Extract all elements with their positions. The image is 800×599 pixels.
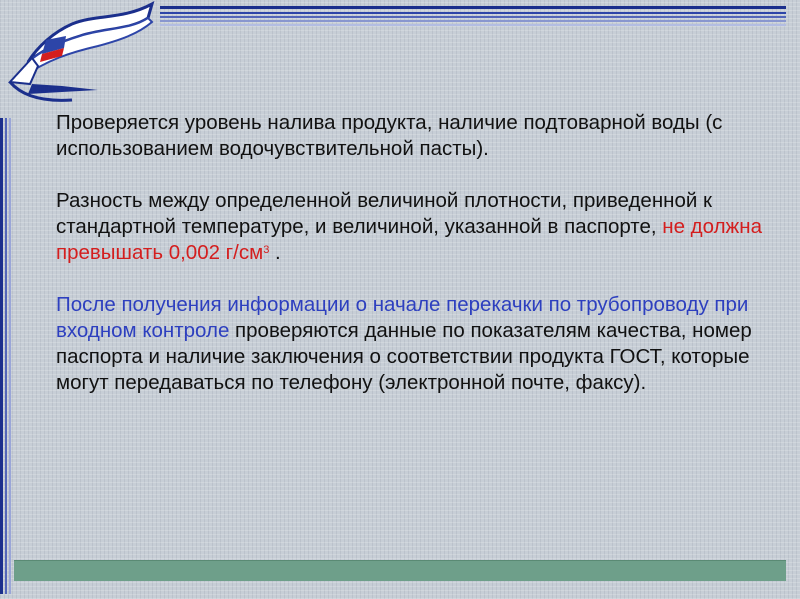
paragraph-input-control: [56, 292, 766, 396]
density-text-start: Разность между определенной величиной плотности, приведенной к стандартной температуре, и величиной, указанной в паспорте,: [56, 189, 712, 238]
input-control-text: проверяются данные по показателям качества, номер паспорта и наличие заключения о соответствии продукта ГОСТ, которые могут передаваться по телефону (электронной почте, факсу).: [56, 319, 752, 394]
density-limit-highlight: не должна превышать 0,002 г/см: [56, 215, 762, 264]
density-limit-superscript: 3: [263, 244, 270, 256]
left-stripes: [0, 118, 14, 594]
density-text-end: .: [269, 241, 281, 264]
bottom-band: [14, 560, 786, 581]
slide-content: [56, 110, 766, 422]
top-stripes: [160, 6, 786, 28]
aircraft-flag-logo-icon: [2, 0, 162, 120]
paragraph-density-difference: [56, 188, 766, 266]
paragraph-level-check-text: Проверяется уровень налива продукта, наличие подтоварной воды (с использованием водочувствительной пасты).: [56, 111, 723, 160]
paragraph-level-check: [56, 110, 766, 162]
input-control-highlight: После получения информации о начале перекачки по трубопроводу при входном контроле: [56, 293, 749, 342]
